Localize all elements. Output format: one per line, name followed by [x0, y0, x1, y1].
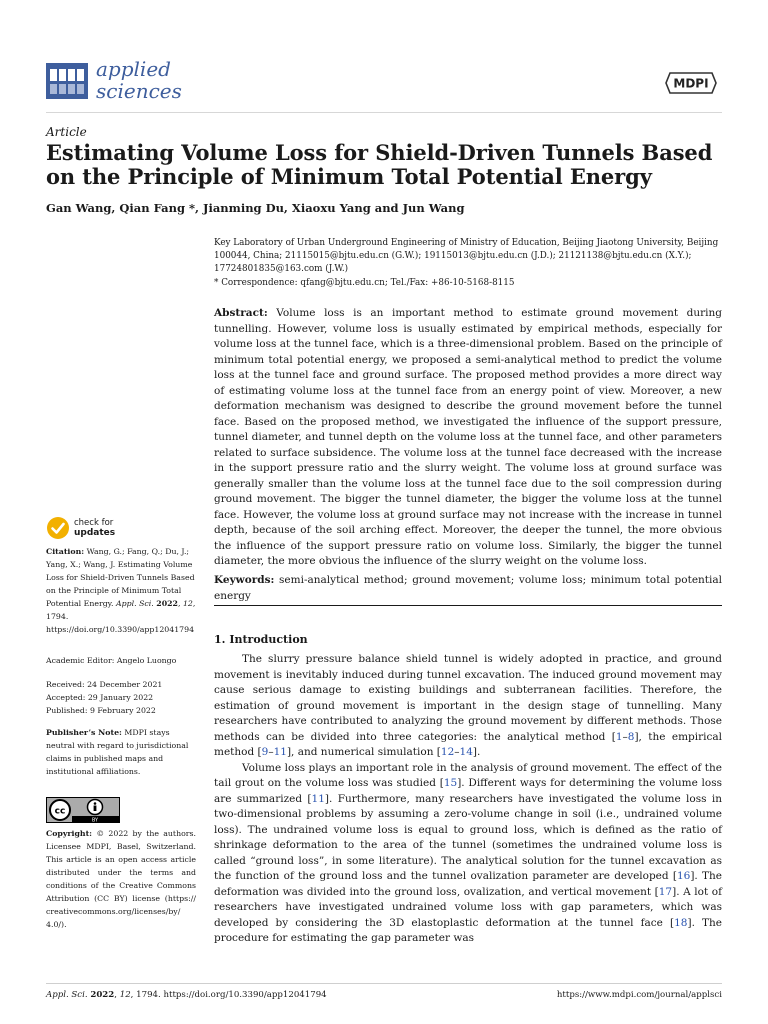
text-run: ]. [472, 746, 481, 758]
journal-name-line1: applied [96, 57, 171, 81]
header-divider [46, 112, 722, 113]
citation-year: 2022 [156, 599, 178, 608]
check-for-updates-button[interactable] [46, 516, 126, 542]
copyright-block [46, 827, 196, 931]
text-run: ], the empirical method [ [214, 730, 722, 758]
citation-link[interactable]: 9 [261, 746, 269, 758]
abstract-text: Volume loss is an important method to estimate ground movement during tunnelling. However, volume loss is usually estimated by empirical methods, especially for volume loss at the tunnel face, which is a three-dimensional problem. Based on the principle of minimum total potential energy, we proposed a semi-analytical method to predict the volume loss at the tunnel face and ground surface. The proposed method provides a more direct way of estimating volume loss at the tunnel face from an energy point of view. Moreover, a new deformation mechanism was designed to describe the ground movement before the tunnel face. Based on the proposed method, we investigated the influence of the support pressure, tunnel diameter, and tunnel depth on the volume loss at the tunnel face, and other parameters related to surface subsidence. The volume loss at the tunnel face decreased with the increase in the support pressure ratio and the slurry weight. The volume loss at ground surface was generally smaller than the volume loss at the tunnel face due to the soil compression during ground movement. The bigger the tunnel diameter, the bigger the volume loss at the tunnel face. However, the volume loss at ground surface may not increase with the increase in tunnel depth, because of the soil arching effect. Moreover, the deeper the tunnel, the more obvious the influence of the support pressure ratio on volume loss. Similarly, the bigger the tunnel diameter, the more obvious the influence of the slurry weight on the volume loss. [214, 307, 722, 567]
abstract-label: Abstract: [214, 307, 268, 319]
publishers-note [46, 726, 196, 778]
citation-link[interactable]: 14 [459, 746, 473, 758]
pubnote-label: Publisher’s Note: [46, 728, 122, 737]
article-type: Article [46, 125, 87, 139]
citation-link[interactable]: 16 [676, 870, 691, 882]
text-run: ]. Different ways for determining the volume loss are summarized [ [214, 777, 723, 805]
check-updates-label [74, 518, 115, 538]
citation-doi[interactable]: 1794. https://doi.org/10.3390/app12041794 [46, 612, 195, 634]
keywords [214, 573, 722, 604]
footer-journal-url[interactable]: https://www.mdpi.com/journal/applsci [556, 990, 722, 1000]
svg-text:cc: cc [54, 806, 66, 817]
citation-link[interactable]: 1 [615, 730, 623, 743]
journal-logo-icon [46, 63, 88, 99]
citation-link[interactable]: 8 [627, 730, 635, 743]
citation-link[interactable]: 17 [658, 885, 673, 898]
journal-name-line2: sciences [96, 79, 182, 103]
accepted-date: Accepted: 29 January 2022 [46, 693, 154, 702]
citation-link[interactable]: 15 [443, 777, 458, 789]
author-list: Gan Wang, Qian Fang *, Jianming Du, Xiaoxu Yang and Jun Wang [46, 201, 465, 215]
pubnote-text: MDPI stays neutral with regard to jurisdictional claims in published maps and institutional affiliations. [46, 728, 189, 776]
journal-name [96, 58, 182, 102]
citation-journal: Appl. Sci. [116, 599, 154, 608]
citation-block: Citation: Wang, G.; Fang, Q.; Du, J.; Yang, X.; Wang, J. Estimating Volume Loss for Shield-Driven Tunnels Based on the Principle of Minimum Total Potential Energy. Appl. Sci. 2022, 12, 1794. https://doi.org/10.3390/app12041794 [46, 547, 196, 634]
copyright-label: Copyright: [46, 829, 93, 838]
mdpi-logo [664, 70, 718, 96]
section-heading: 1. Introduction [214, 633, 308, 646]
citation-label: Citation: [46, 547, 85, 556]
citation-volume: 12 [182, 599, 193, 608]
paragraph [214, 761, 722, 947]
text-run: – [454, 746, 460, 758]
text-run: ]. Furthermore, many researchers have investigated the volume loss in two-dimensional problems by assuming a zero-volume change in soil (i.e., undrained volume loss). The undrained volume loss is equal to ground loss, which is defined as the ratio of shrinkage deformation to the area of the tunnel (sometimes the undrained volume loss is called “ground loss”, in some literature). The analytical solution for the tunnel excavation as the function of the ground loss and the tunnel ovalization parameter are developed [ [214, 792, 722, 882]
copyright-text: © 2022 by the authors. Licensee MDPI, Basel, Switzerland. This article is an open access article distributed under the terms and conditions of the Creative Commons Attribution (CC BY) license (https:// creativecommons.org/licenses/by/ 4.0/). [46, 829, 196, 929]
section-divider [214, 605, 722, 606]
keywords-label: Keywords: [214, 574, 275, 586]
footer-year: 2022 [90, 990, 115, 1000]
affiliation: Key Laboratory of Urban Underground Engineering of Ministry of Education, Beijing Jiaotong University, Beijing 100044, China; 21115015@bjtu.edu.cn (G.W.); 19115013@bjtu.edu.cn (J.D.); 21121138@bjtu.edu.cn (X.Y.); 17724801835@163.com (J.W.) [214, 238, 719, 274]
text-run: Volume loss plays an important role in the analysis of ground movement. The effect of the tail grout on the volume loss was studied [ [214, 761, 722, 789]
dates-block [46, 678, 196, 717]
text-run: – [268, 746, 274, 758]
footer-citation: Appl. Sci. 2022, 12, 1794. https://doi.org/10.3390/app12041794 [46, 990, 327, 1000]
abstract [214, 306, 722, 570]
mdpi-logo-text: MDPI [673, 76, 709, 91]
correspondence: * Correspondence: qfang@bjtu.edu.cn; Tel./Fax: +86-10-5168-8115 [214, 278, 515, 288]
check-updates-icon [46, 516, 70, 540]
text-run: The slurry pressure balance shield tunnel is widely adopted in practice, and ground movement is inevitably induced during tunnel excavation. The induced ground movement may cause serious damage to existing buildings and subterranean facilities. Therefore, the estimation of ground movement is important in the design stage of tunnelling. Many researchers have contributed to analyzing the ground movement by different methods. Those methods can be divided into three categories: the analytical method [ [214, 653, 722, 743]
paragraph [214, 652, 722, 761]
cc-by-label: BY [91, 817, 99, 823]
text-run: – [622, 730, 628, 743]
citation-text: Wang, G.; Fang, Q.; Du, J.; Yang, X.; Wang, J. Estimating Volume Loss for Shield-Driven Tunnels Based on the Principle of Minimum Total Potential Energy. [46, 547, 195, 608]
cc-by-license-badge[interactable] [46, 797, 120, 823]
check-updates-line1: check for [74, 518, 114, 528]
citation-link[interactable]: 11 [273, 746, 287, 758]
text-run: ]. The deformation was divided into the ground loss, ovalization, and vertical movement [ [214, 870, 722, 898]
article-title: Estimating Volume Loss for Shield-Driven Tunnels Based on the Principle of Minimum Total Potential Energy [46, 140, 713, 189]
footer-divider [46, 983, 722, 984]
footer-volume: 12 [119, 990, 131, 1000]
keywords-text: semi-analytical method; ground movement; volume loss; minimum total potential energy [214, 574, 722, 602]
text-run: ], and numerical simulation [ [286, 746, 441, 758]
citation-link[interactable]: 12 [440, 746, 455, 758]
text-run: ]. The procedure for estimating the gap parameter was [214, 916, 722, 944]
academic-editor: Academic Editor: Angelo Luongo [46, 656, 177, 665]
introduction-body [214, 652, 722, 947]
published-date: Published: 9 February 2022 [46, 706, 156, 715]
citation-link[interactable]: 11 [311, 792, 325, 805]
citation-link[interactable]: 18 [674, 916, 688, 929]
text-run: ]. A lot of researchers have investigated undrained volume loss with gap parameters, which was developed by considering the 3D elastoplastic deformation at the tunnel face [ [214, 885, 722, 929]
footer-journal: Appl. Sci. [46, 990, 88, 1000]
received-date: Received: 24 December 2021 [46, 680, 163, 689]
footer-doi[interactable]: 1794. https://doi.org/10.3390/app12041794 [136, 990, 327, 1000]
check-updates-line2: updates [74, 528, 116, 538]
